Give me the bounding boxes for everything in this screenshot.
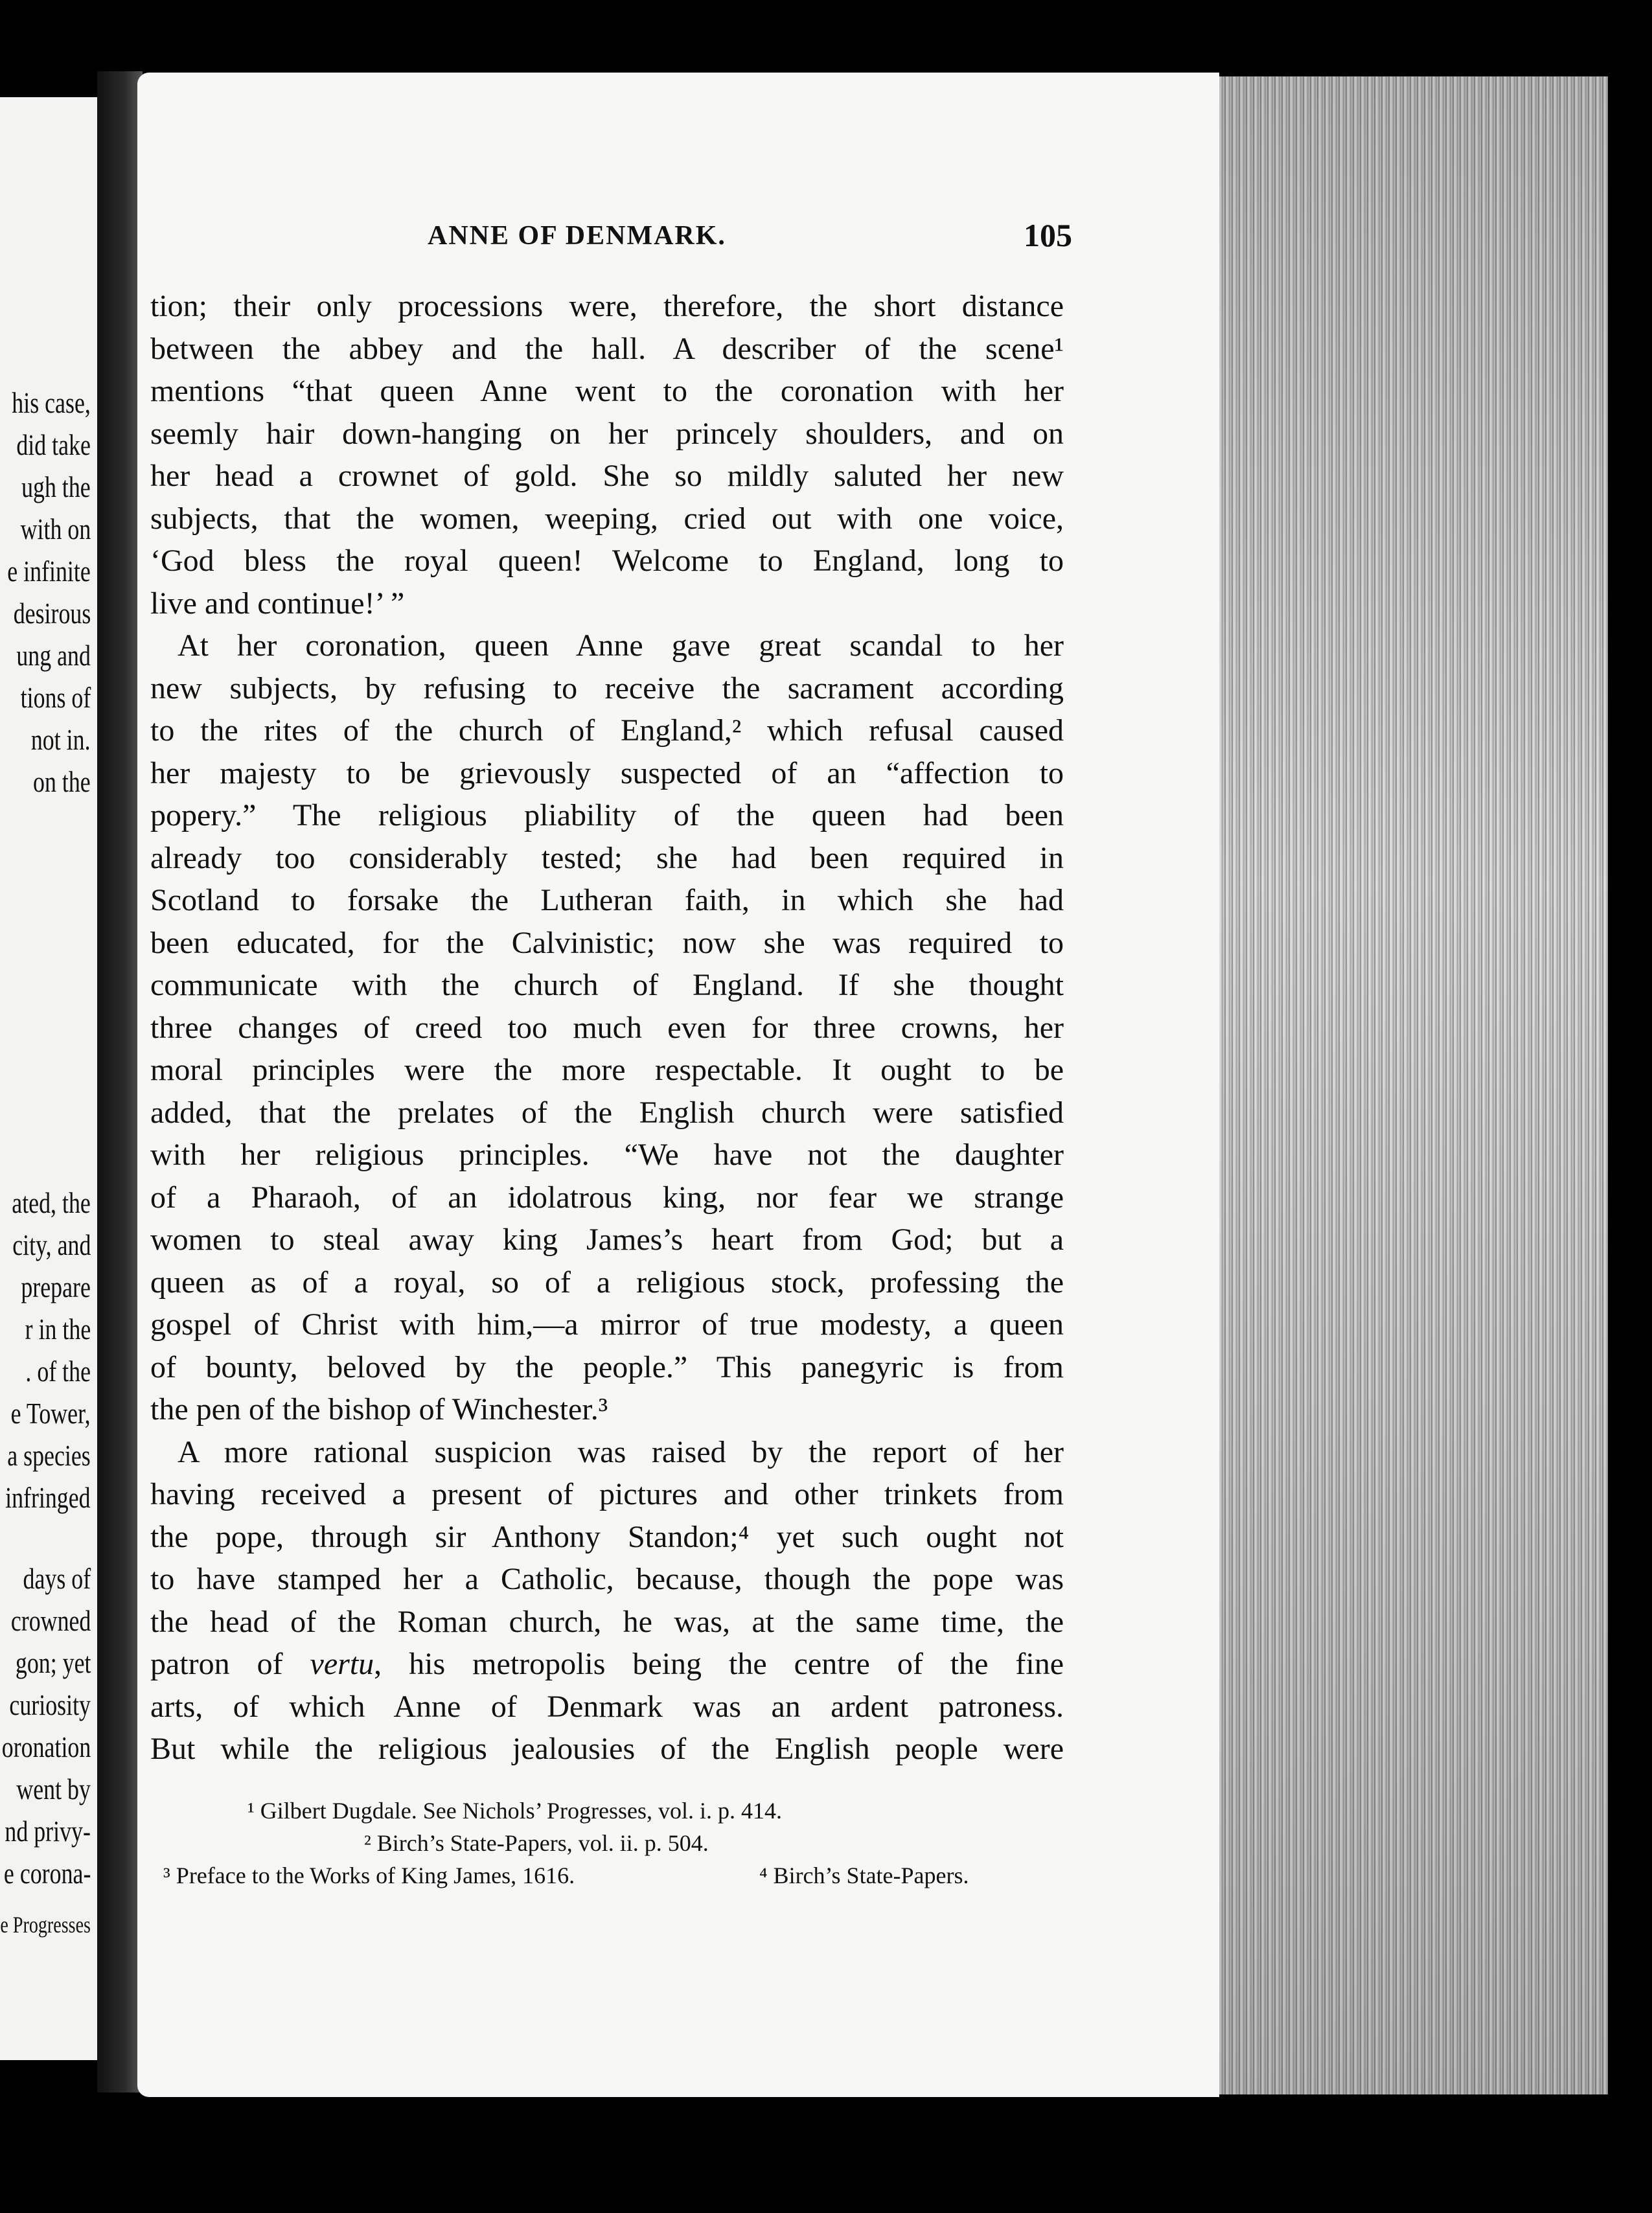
page-number: 105 xyxy=(1024,217,1072,253)
text-line: three changes of creed too much even for three crowns, her xyxy=(150,1010,1064,1045)
left-page-fragment: did take xyxy=(16,428,91,461)
text-line: gospel of Christ with him,—a mirror of true modesty, a queen xyxy=(150,1307,1064,1342)
text-line: the head of the Roman church, he was, at the same time, the xyxy=(150,1604,1064,1639)
left-page-fragment: nd privy- xyxy=(5,1815,91,1848)
left-page-fragment: ugh the xyxy=(21,470,91,503)
left-page-fragment: tions of xyxy=(20,681,91,714)
left-page-fragment: e corona- xyxy=(3,1857,91,1890)
text-line: to have stamped her a Catholic, because, though the pope was xyxy=(150,1562,1064,1596)
text-line: communicate with the church of England. If she thought xyxy=(150,968,1064,1002)
text-line: of a Pharaoh, of an idolatrous king, nor fear we strange xyxy=(150,1180,1064,1215)
footnote: ³ Preface to the Works of King James, 1616. xyxy=(163,1863,575,1888)
text-line: been educated, for the Calvinistic; now she was required to xyxy=(150,925,1064,960)
footnote: ¹ Gilbert Dugdale. See Nichols’ Progresses, vol. i. p. 414. xyxy=(247,1798,782,1824)
text-line: the pen of the bishop of Winchester.³ xyxy=(150,1392,608,1427)
left-page-fragment: ated, the xyxy=(12,1186,91,1219)
left-page-fragment: gon; yet xyxy=(15,1646,91,1679)
text-line: seemly hair down-hanging on her princely shoulders, and on xyxy=(150,416,1064,451)
left-page-fragment: city, and xyxy=(12,1228,91,1261)
left-facing-page xyxy=(0,97,101,2060)
text-line: popery.” The religious pliability of the queen had been xyxy=(150,798,1064,832)
left-page-fragment: went by xyxy=(16,1772,91,1806)
left-page-fragment: on the xyxy=(33,765,91,798)
text-line: patron of vertu, his metropolis being the centre of the fine xyxy=(150,1647,1064,1681)
left-page-fragment: r in the xyxy=(25,1313,91,1346)
text-line: tion; their only processions were, therefore, the short distance xyxy=(150,289,1064,323)
text-line: But while the religious jealousies of the English people were xyxy=(150,1732,1064,1766)
text-line: her head a crownet of gold. She so mildly saluted her new xyxy=(150,459,1064,493)
text-line: her majesty to be grievously suspected of an “affection to xyxy=(150,755,1064,790)
left-page-fragment: crowned xyxy=(10,1604,91,1637)
book-gutter xyxy=(97,71,143,2093)
text-line: A more rational suspicion was raised by the report of her xyxy=(178,1434,1064,1469)
page-header xyxy=(428,217,1072,259)
left-page-fragment: ung and xyxy=(16,639,91,672)
text-line: arts, of which Anne of Denmark was an ardent patroness. xyxy=(150,1689,1064,1724)
footnote: ² Birch’s State-Papers, vol. ii. p. 504. xyxy=(364,1830,709,1856)
footnote-row xyxy=(150,1859,1064,1892)
text-line: already too considerably tested; she had been required in xyxy=(150,840,1064,875)
text-line: ‘God bless the royal queen! Welcome to England, long to xyxy=(150,544,1064,578)
page-fore-edge xyxy=(1219,76,1608,2094)
left-page-fragment: not in. xyxy=(31,723,91,756)
body-text xyxy=(150,285,1064,1771)
left-page-fragment: e infinite xyxy=(7,555,91,588)
left-page-fragment: e Tower, xyxy=(11,1397,91,1430)
text-line: live and continue!’ ” xyxy=(150,586,405,621)
text-line: subjects, that the women, weeping, cried out with one voice, xyxy=(150,501,1064,536)
left-page-fragment: infringed xyxy=(5,1481,91,1514)
text-line: between the abbey and the hall. A describer of the scene¹ xyxy=(150,331,1064,366)
text-line: of bounty, beloved by the people.” This panegyric is from xyxy=(150,1349,1064,1384)
text-line: At her coronation, queen Anne gave great scandal to her xyxy=(178,628,1064,663)
text-line: to the rites of the church of England,² which refusal caused xyxy=(150,713,1064,748)
text-line: the pope, through sir Anthony Standon;⁴ yet such ought not xyxy=(150,1519,1064,1554)
text-line: moral principles were the more respectable. It ought to be xyxy=(150,1053,1064,1087)
italic-word: vertu xyxy=(310,1647,374,1681)
text-line: queen as of a royal, so of a religious stock, professing the xyxy=(150,1265,1064,1300)
left-page-fragment: his case, xyxy=(12,386,91,419)
text-line: Scotland to forsake the Lutheran faith, in which she had xyxy=(150,883,1064,917)
text-line: women to steal away king James’s heart from God; but a xyxy=(150,1222,1064,1257)
text-line: mentions “that queen Anne went to the coronation with her xyxy=(150,374,1064,408)
left-page-fragment: with on xyxy=(20,512,91,545)
left-page-fragment: prepare xyxy=(21,1270,91,1303)
left-page-fragment: days of xyxy=(23,1562,91,1595)
left-page-fragment: curiosity xyxy=(9,1688,91,1721)
footnotes xyxy=(150,1794,1064,1892)
text-line: added, that the prelates of the English church were satisfied xyxy=(150,1095,1064,1130)
running-head: ANNE OF DENMARK. xyxy=(428,221,726,251)
left-page-fragment: e Progresses xyxy=(0,1912,91,1938)
left-page-fragment: desirous xyxy=(13,597,91,630)
left-page-fragment: . of the xyxy=(25,1355,91,1388)
text-line: new subjects, by refusing to receive the sacrament according xyxy=(150,671,1064,705)
text-line: with her religious principles. “We have not the daughter xyxy=(150,1138,1064,1172)
left-page-fragment: a species xyxy=(7,1439,91,1472)
footnote: ⁴ Birch’s State-Papers. xyxy=(759,1863,969,1888)
text-line: having received a present of pictures and other trinkets from xyxy=(150,1477,1064,1511)
left-page-fragment: oronation xyxy=(1,1730,91,1763)
